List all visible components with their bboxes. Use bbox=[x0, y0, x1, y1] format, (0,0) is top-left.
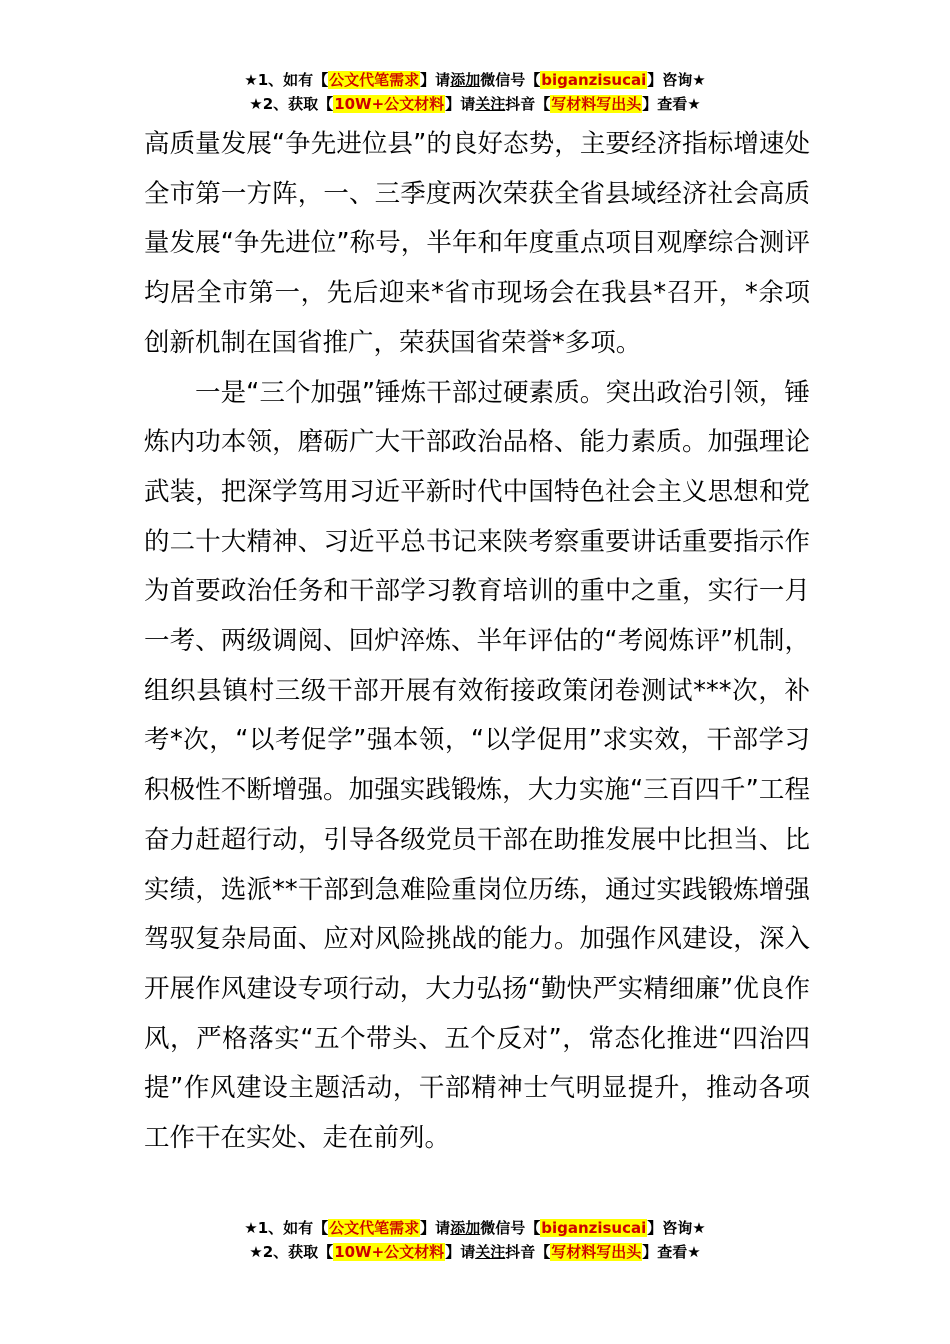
banner-text: ★2、获取【 bbox=[249, 1243, 334, 1261]
banner-text: ★1、如有【 bbox=[244, 1219, 329, 1237]
banner-text: 】咨询★ bbox=[647, 1219, 706, 1237]
banner-text: 】请 bbox=[420, 1219, 451, 1237]
document-body bbox=[144, 120, 810, 1164]
banner-highlight-douyin: 写材料写出头 bbox=[551, 95, 642, 113]
banner-line-2 bbox=[0, 1240, 950, 1264]
footer-banner bbox=[0, 1216, 950, 1264]
banner-highlight: 10W+公文材料 bbox=[334, 95, 445, 113]
banner-emphasis: 关注 bbox=[475, 95, 506, 113]
banner-text: 微信号【 bbox=[480, 71, 541, 89]
banner-text: 】请 bbox=[445, 95, 476, 113]
banner-highlight-douyin: 写材料写出头 bbox=[551, 1243, 642, 1261]
banner-text: 】请 bbox=[420, 71, 451, 89]
banner-highlight: 10W+公文材料 bbox=[334, 1243, 445, 1261]
banner-highlight-wechat: biganzisucai bbox=[541, 71, 647, 89]
banner-text: 】咨询★ bbox=[647, 71, 706, 89]
banner-highlight: 公文代笔需求 bbox=[329, 1219, 420, 1237]
banner-text: 】查看★ bbox=[642, 1243, 701, 1261]
banner-highlight-wechat: biganzisucai bbox=[541, 1219, 647, 1237]
banner-text: ★1、如有【 bbox=[244, 71, 329, 89]
banner-text: 抖音【 bbox=[505, 95, 551, 113]
banner-highlight: 公文代笔需求 bbox=[329, 71, 420, 89]
banner-emphasis: 添加 bbox=[450, 71, 481, 89]
banner-line-1 bbox=[0, 1216, 950, 1240]
banner-text: 抖音【 bbox=[505, 1243, 551, 1261]
banner-line-1 bbox=[0, 68, 950, 92]
banner-text: 微信号【 bbox=[480, 1219, 541, 1237]
banner-text: ★2、获取【 bbox=[249, 95, 334, 113]
banner-emphasis: 关注 bbox=[475, 1243, 506, 1261]
banner-line-2 bbox=[0, 92, 950, 116]
banner-emphasis: 添加 bbox=[450, 1219, 481, 1237]
banner-text: 】请 bbox=[445, 1243, 476, 1261]
paragraph-continued: 高质量发展“争先进位县”的良好态势，主要经济指标增速处全市第一方阵，一、三季度两次荣获全省县域经济社会高质量发展“争先进位”称号，半年和年度重点项目观摩综合测评均居全市第一，先后迎来*省市现场会在我县*召开，*余项创新机制在国省推广，荣获国省荣誉*多项。 bbox=[144, 129, 810, 358]
header-banner bbox=[0, 68, 950, 116]
banner-text: 】查看★ bbox=[642, 95, 701, 113]
paragraph-section-one: 一是“三个加强”锤炼干部过硬素质。突出政治引领，锤炼内功本领，磨砺广大干部政治品格、能力素质。加强理论武装，把深学笃用习近平新时代中国特色社会主义思想和党的二十大精神、习近平总书记来陕考察重要讲话重要指示作为首要政治任务和干部学习教育培训的重中之重，实行一月一考、两级调阅、回炉淬炼、半年评估的“考阅炼评”机制，组织县镇村三级干部开展有效衔接政策闭卷测试***次，补考*次，“以考促学”强本领，“以学促用”求实效，干部学习积极性不断增强。加强实践锻炼，大力实施“三百四千”工程奋力赶超行动，引导各级党员干部在助推发展中比担当、比实绩，选派**干部到急难险重岗位历练，通过实践锻炼增强驾驭复杂局面、应对风险挑战的能力。加强作风建设，深入开展作风建设专项行动，大力弘扬“勤快严实精细廉”优良作风，严格落实“五个带头、五个反对”，常态化推进“四治四提”作风建设主题活动，干部精神士气明显提升，推动各项工作干在实处、走在前列。 bbox=[144, 377, 810, 1154]
